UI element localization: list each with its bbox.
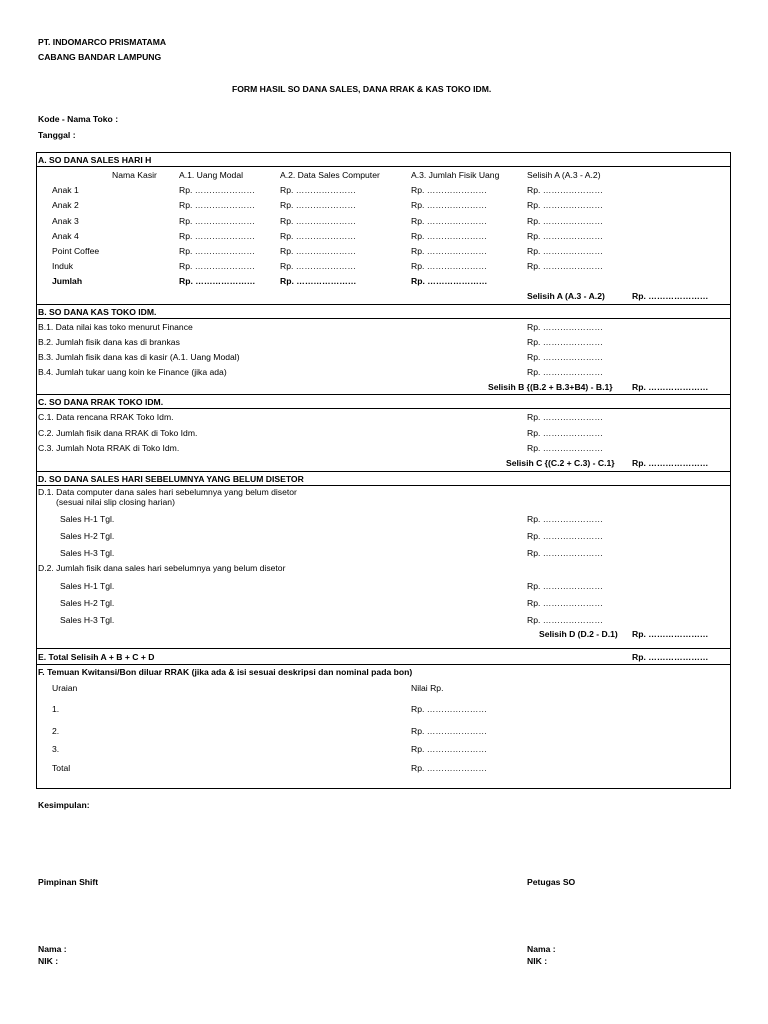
column-header-jumlah-fisik-uang: A.3. Jumlah Fisik Uang: [411, 170, 500, 180]
section-c-title: C. SO DANA RRAK TOKO IDM.: [38, 397, 164, 407]
row-label-anak-1: Anak 1: [52, 185, 79, 195]
divider: [36, 788, 731, 789]
kode-nama-toko-label: Kode - Nama Toko :: [38, 114, 119, 124]
divider: [36, 664, 731, 665]
selisih-c-amount[interactable]: Rp. …………………: [632, 458, 709, 468]
divider: [36, 408, 731, 409]
row-label-anak-2: Anak 2: [52, 200, 79, 210]
amount-field[interactable]: Rp. …………………: [280, 200, 356, 210]
divider: [36, 304, 731, 305]
amount-field[interactable]: Rp. …………………: [527, 598, 603, 608]
divider: [36, 485, 731, 486]
amount-field[interactable]: Rp. …………………: [280, 261, 356, 271]
company-name: PT. INDOMARCO PRISMATAMA: [38, 37, 167, 47]
column-header-uraian: Uraian: [52, 683, 78, 693]
d2-sales-h2-label: Sales H-2 Tgl.: [60, 598, 115, 608]
amount-field[interactable]: Rp. …………………: [411, 763, 487, 773]
pimpinan-shift-label: Pimpinan Shift: [38, 877, 99, 887]
amount-field[interactable]: Rp. …………………: [411, 246, 487, 256]
amount-field[interactable]: Rp. …………………: [527, 412, 603, 422]
selisih-b-amount[interactable]: Rp. …………………: [632, 382, 709, 392]
amount-field[interactable]: Rp. …………………: [527, 615, 603, 625]
row-label-jumlah: Jumlah: [52, 276, 83, 286]
item-b3-label: B.3. Jumlah fisik dana kas di kasir (A.1. Uang Modal): [38, 352, 240, 362]
amount-field[interactable]: Rp. …………………: [527, 231, 603, 241]
amount-field[interactable]: Rp. …………………: [411, 231, 487, 241]
item-b2-label: B.2. Jumlah fisik dana kas di brankas: [38, 337, 180, 347]
item-d1-note: (sesuai nilai slip closing harian): [56, 497, 175, 507]
f-total-label: Total: [52, 763, 71, 773]
row-label-anak-4: Anak 4: [52, 231, 79, 241]
amount-field[interactable]: Rp. …………………: [411, 704, 487, 714]
amount-field[interactable]: Rp. …………………: [527, 337, 603, 347]
amount-field[interactable]: Rp. …………………: [411, 276, 488, 286]
amount-field[interactable]: Rp. …………………: [411, 216, 487, 226]
right-nama-label: Nama :: [527, 944, 556, 954]
item-c1-label: C.1. Data rencana RRAK Toko Idm.: [38, 412, 174, 422]
amount-field[interactable]: Rp. …………………: [179, 261, 255, 271]
amount-field[interactable]: Rp. …………………: [411, 200, 487, 210]
kesimpulan-label: Kesimpulan:: [38, 800, 90, 810]
section-a-title: A. SO DANA SALES HARI H: [38, 155, 152, 165]
amount-field[interactable]: Rp. …………………: [527, 514, 603, 524]
amount-field[interactable]: Rp. …………………: [527, 428, 603, 438]
amount-field[interactable]: Rp. …………………: [280, 246, 356, 256]
f-item-1-label: 1.: [52, 704, 60, 714]
amount-field[interactable]: Rp. …………………: [527, 367, 603, 377]
section-b-title: B. SO DANA KAS TOKO IDM.: [38, 307, 157, 317]
amount-field[interactable]: Rp. …………………: [527, 352, 603, 362]
section-d-title: D. SO DANA SALES HARI SEBELUMNYA YANG BELUM DISETOR: [38, 474, 304, 484]
amount-field[interactable]: Rp. …………………: [179, 231, 255, 241]
amount-field[interactable]: Rp. …………………: [527, 322, 603, 332]
petugas-so-label: Petugas SO: [527, 877, 576, 887]
form-title: FORM HASIL SO DANA SALES, DANA RRAK & KAS TOKO IDM.: [232, 84, 492, 94]
amount-field[interactable]: Rp. …………………: [179, 185, 255, 195]
amount-field[interactable]: Rp. …………………: [280, 276, 357, 286]
divider: [36, 152, 731, 153]
amount-field[interactable]: Rp. …………………: [527, 548, 603, 558]
selisih-d-amount[interactable]: Rp. …………………: [632, 629, 709, 639]
column-header-data-sales-computer: A.2. Data Sales Computer: [280, 170, 380, 180]
amount-field[interactable]: Rp. …………………: [179, 246, 255, 256]
amount-field[interactable]: Rp. …………………: [527, 443, 603, 453]
d1-sales-h3-label: Sales H-3 Tgl.: [60, 548, 115, 558]
divider: [36, 166, 731, 167]
total-selisih-amount[interactable]: Rp. …………………: [632, 652, 709, 662]
item-b1-label: B.1. Data nilai kas toko menurut Finance: [38, 322, 193, 332]
amount-field[interactable]: Rp. …………………: [411, 261, 487, 271]
right-nik-label: NIK :: [527, 956, 548, 966]
amount-field[interactable]: Rp. …………………: [280, 231, 356, 241]
d1-sales-h1-label: Sales H-1 Tgl.: [60, 514, 115, 524]
selisih-a-amount[interactable]: Rp. …………………: [632, 291, 709, 301]
item-c3-label: C.3. Jumlah Nota RRAK di Toko Idm.: [38, 443, 180, 453]
item-c2-label: C.2. Jumlah fisik dana RRAK di Toko Idm.: [38, 428, 198, 438]
amount-field[interactable]: Rp. …………………: [527, 200, 603, 210]
section-f-title: F. Temuan Kwitansi/Bon diluar RRAK (jika ada & isi sesuai deskripsi dan nominal pada bon): [38, 667, 413, 677]
tanggal-label: Tanggal :: [38, 130, 76, 140]
amount-field[interactable]: Rp. …………………: [280, 216, 356, 226]
d2-sales-h1-label: Sales H-1 Tgl.: [60, 581, 115, 591]
divider: [36, 648, 731, 649]
amount-field[interactable]: Rp. …………………: [179, 216, 255, 226]
f-item-3-label: 3.: [52, 744, 60, 754]
column-header-uang-modal: A.1. Uang Modal: [179, 170, 244, 180]
divider: [36, 471, 731, 472]
column-header-nama-kasir: Nama Kasir: [112, 170, 157, 180]
item-b4-label: B.4. Jumlah tukar uang koin ke Finance (jika ada): [38, 367, 227, 377]
amount-field[interactable]: Rp. …………………: [411, 744, 487, 754]
item-d1-label: D.1. Data computer dana sales hari sebelumnya yang belum disetor: [38, 487, 297, 497]
amount-field[interactable]: Rp. …………………: [527, 185, 603, 195]
d2-sales-h3-label: Sales H-3 Tgl.: [60, 615, 115, 625]
selisih-a-label: Selisih A (A.3 - A.2): [527, 291, 605, 301]
row-label-induk: Induk: [52, 261, 74, 271]
column-header-selisih-a: Selisih A (A.3 - A.2): [527, 170, 601, 180]
amount-field[interactable]: Rp. …………………: [411, 185, 487, 195]
amount-field[interactable]: Rp. …………………: [527, 216, 603, 226]
d1-sales-h2-label: Sales H-2 Tgl.: [60, 531, 115, 541]
selisih-b-label: Selisih B {(B.2 + B.3+B4) - B.1}: [488, 382, 613, 392]
amount-field[interactable]: Rp. …………………: [527, 261, 603, 271]
column-header-nilai-rp: Nilai Rp.: [411, 683, 444, 693]
row-label-anak-3: Anak 3: [52, 216, 79, 226]
branch-name: CABANG BANDAR LAMPUNG: [38, 52, 162, 62]
amount-field[interactable]: Rp. …………………: [411, 726, 487, 736]
divider: [36, 318, 731, 319]
amount-field[interactable]: Rp. …………………: [527, 531, 603, 541]
item-d2-label: D.2. Jumlah fisik dana sales hari sebelumnya yang belum disetor: [38, 563, 286, 573]
left-nama-label: Nama :: [38, 944, 67, 954]
selisih-d-label: Selisih D (D.2 - D.1): [539, 629, 618, 639]
amount-field[interactable]: Rp. …………………: [527, 581, 603, 591]
left-nik-label: NIK :: [38, 956, 59, 966]
selisih-c-label: Selisih C {(C.2 + C.3) - C.1}: [506, 458, 615, 468]
section-e-title: E. Total Selisih A + B + C + D: [38, 652, 155, 662]
amount-field[interactable]: Rp. …………………: [179, 276, 256, 286]
amount-field[interactable]: Rp. …………………: [280, 185, 356, 195]
amount-field[interactable]: Rp. …………………: [179, 200, 255, 210]
row-label-point-coffee: Point Coffee: [52, 246, 100, 256]
amount-field[interactable]: Rp. …………………: [527, 246, 603, 256]
divider: [36, 394, 731, 395]
f-item-2-label: 2.: [52, 726, 60, 736]
